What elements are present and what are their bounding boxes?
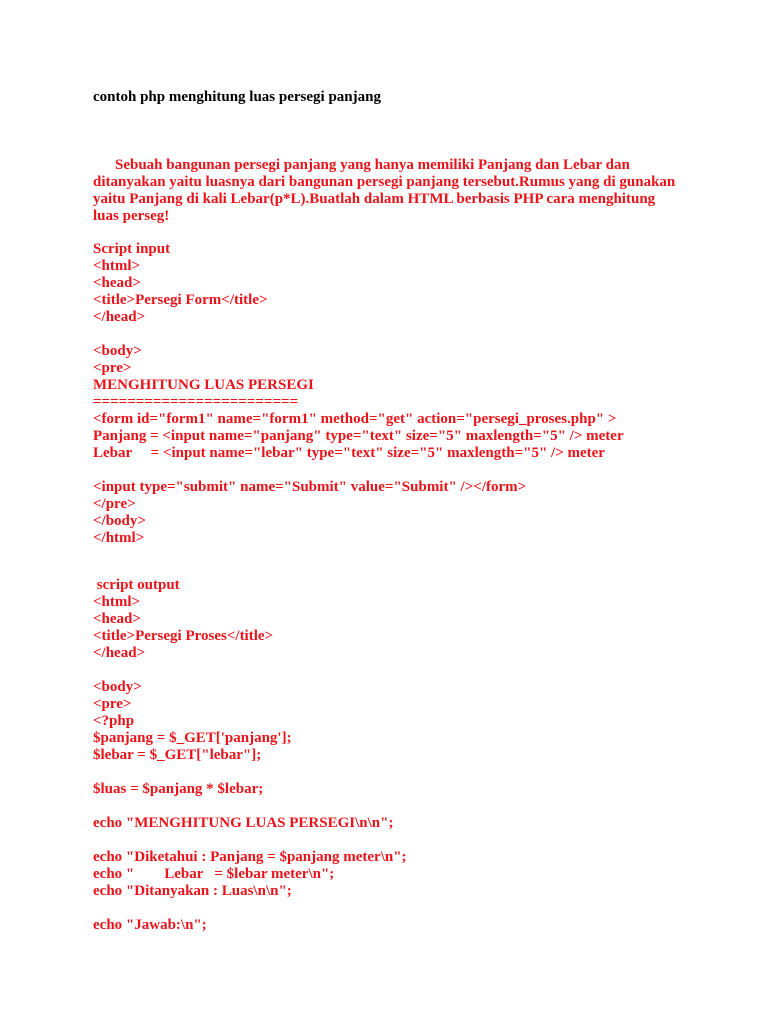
code-line: <head>	[93, 275, 141, 291]
code-line: </body>	[93, 513, 146, 529]
code-line: <?php	[93, 713, 135, 729]
code-line	[93, 900, 713, 917]
code-line: echo " Lebar = $lebar meter\n";	[93, 866, 335, 882]
code-line: echo "Ditanyakan : Luas\n\n";	[93, 883, 292, 899]
code-line: $panjang = $_GET['panjang'];	[93, 730, 292, 746]
code-line: $luas = $panjang * $lebar;	[93, 781, 264, 797]
code-line: echo "Diketahui : Panjang = $panjang meter\n";	[93, 849, 407, 865]
script-output-lines	[93, 594, 713, 934]
intro-text: Sebuah bangunan persegi panjang yang hanya memiliki Panjang dan Lebar dan ditanyakan yaitu luasnya dari bangunan persegi panjang tersebut.Rumus yang di gunakan yaitu Panjang di kali Lebar(p*L).Buatlah dalam HTML berbasis PHP cara menghitung luas perseg!	[93, 157, 676, 224]
code-line: <pre>	[93, 360, 132, 376]
code-line: <html>	[93, 594, 141, 610]
code-line: echo "MENGHITUNG LUAS PERSEGI\n\n";	[93, 815, 394, 831]
script-input-block	[93, 241, 713, 547]
code-line	[93, 798, 713, 815]
code-line: echo "Jawab:\n";	[93, 917, 207, 933]
code-line: Panjang = <input name="panjang" type="text" size="5" maxlength="5" /> meter	[93, 428, 624, 444]
code-line: <body>	[93, 343, 142, 359]
code-line: Lebar = <input name="lebar" type="text" size="5" maxlength="5" /> meter	[93, 445, 605, 461]
code-line: <html>	[93, 258, 141, 274]
document-title: contoh php menghitung luas persegi panjang	[93, 89, 381, 105]
code-line: <body>	[93, 679, 142, 695]
code-line: MENGHITUNG LUAS PERSEGI	[93, 377, 314, 393]
code-line: <form id="form1" name="form1" method="get" action="persegi_proses.php" >	[93, 411, 617, 427]
code-line: <pre>	[93, 696, 132, 712]
code-line	[93, 764, 713, 781]
intro-paragraph	[93, 157, 683, 225]
code-line	[93, 326, 713, 343]
code-line	[93, 662, 713, 679]
code-line: </head>	[93, 309, 146, 325]
script-input-lines	[93, 258, 713, 547]
code-line: $lebar = $_GET["lebar"];	[93, 747, 262, 763]
code-line: <head>	[93, 611, 141, 627]
code-line: </head>	[93, 645, 146, 661]
script-input-heading: Script input	[93, 241, 171, 257]
code-line: ========================	[93, 394, 299, 410]
code-line: <input type="submit" name="Submit" value="Submit" /></form>	[93, 479, 527, 495]
script-output-heading: script output	[93, 577, 180, 593]
code-line	[93, 462, 713, 479]
code-line: </html>	[93, 530, 145, 546]
code-line: <title>Persegi Form</title>	[93, 292, 268, 308]
code-line: <title>Persegi Proses</title>	[93, 628, 274, 644]
code-line	[93, 832, 713, 849]
code-line: </pre>	[93, 496, 136, 512]
script-output-block	[93, 577, 713, 934]
